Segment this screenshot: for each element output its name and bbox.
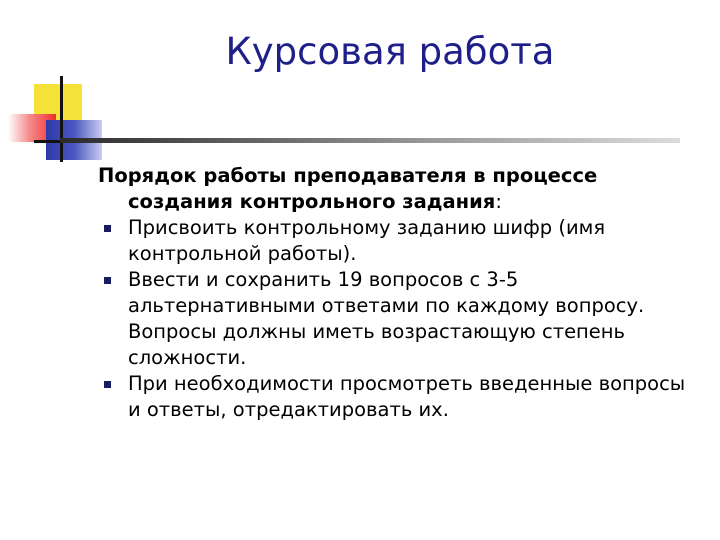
list-item-text: Присвоить контрольному заданию шифр (имя контрольной работы).: [128, 216, 606, 265]
logo-vertical-line: [60, 76, 63, 162]
intro-suffix: :: [495, 190, 502, 213]
title-divider: [60, 138, 680, 143]
list-item: [98, 267, 698, 371]
intro-paragraph: [98, 163, 698, 215]
bullet-list: [98, 215, 698, 423]
list-item-text: Ввести и сохранить 19 вопросов с 3-5 альтернативными ответами по каждому вопросу. Вопросы должны иметь возрастающую степень сложности.: [128, 268, 645, 369]
slide-title: Курсовая работа: [225, 30, 555, 73]
square-bullet-icon: [104, 225, 111, 232]
square-bullet-icon: [104, 381, 111, 388]
list-item: [98, 215, 698, 267]
list-item: [98, 371, 698, 423]
slide-content: [98, 163, 698, 423]
list-item-text: При необходимости просмотреть введенные вопросы и ответы, отредактировать их.: [128, 372, 686, 421]
square-bullet-icon: [104, 277, 111, 284]
intro-bold-text: Порядок работы преподавателя в процессе создания контрольного задания: [98, 164, 598, 213]
decorative-logo: [0, 70, 110, 170]
